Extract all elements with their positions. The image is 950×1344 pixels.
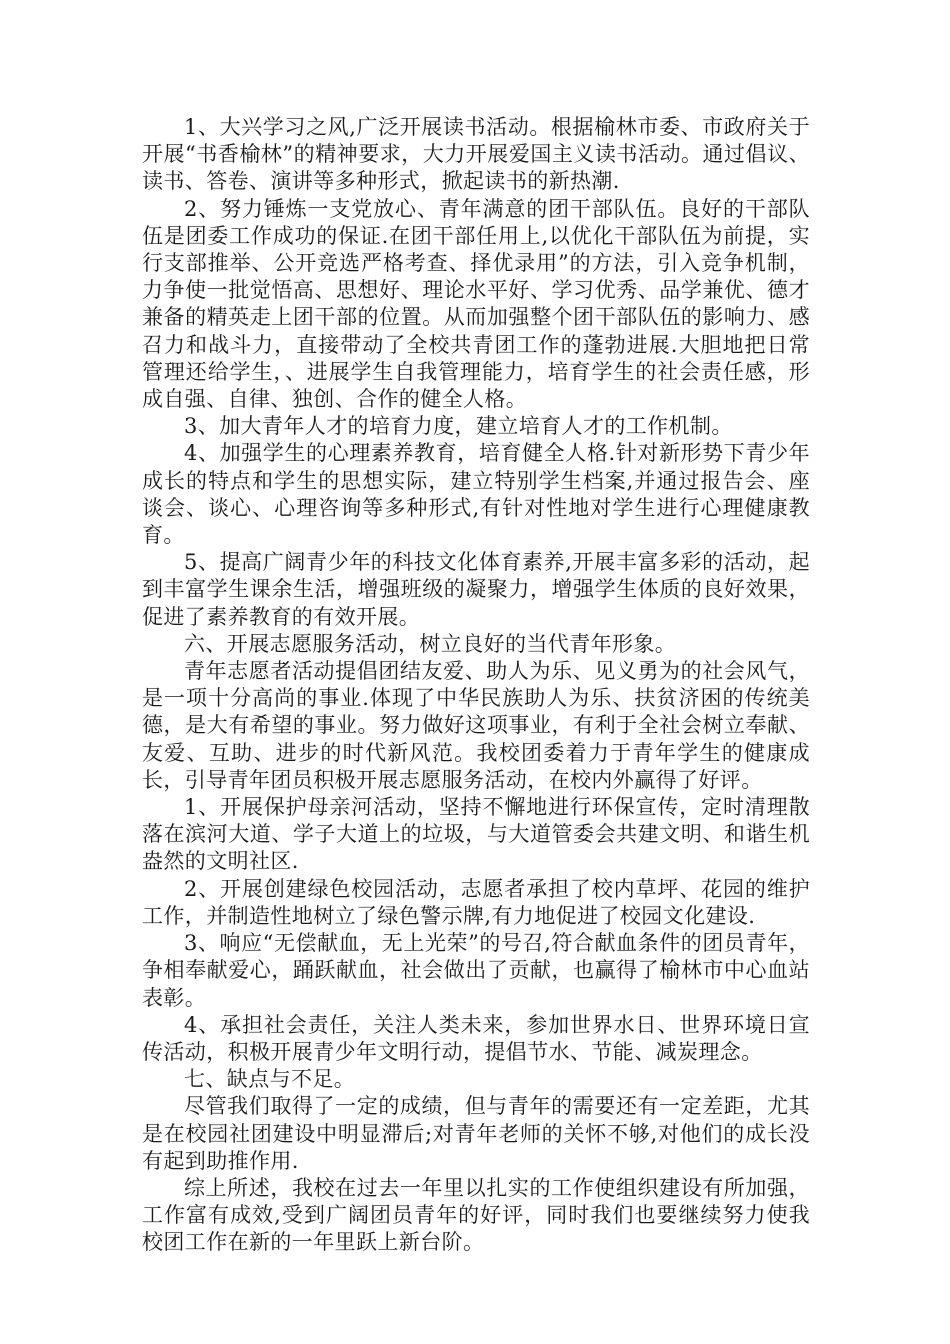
section-heading-shortcomings: 七、缺点与不足。 — [184, 1067, 356, 1092]
paragraph-reading-activities: 1、大兴学习之风,广泛开展读书活动。根据榆林市委、市政府关于开展“书香榆林”的精神要求，大力开展爱国主义读书活动。通过倡议、读书、答卷、演讲等多种形式，掀起读书的新热潮. — [142, 115, 810, 194]
paragraph-shortcomings: 尽管我们取得了一定的成绩，但与青年的需要还有一定差距，尤其是在校园社团建设中明显滞后;对青年老师的关怀不够,对他们的成长没有起到助推作用. — [142, 1094, 810, 1173]
paragraph-social-responsibility: 4、承担社会责任，关注人类未来，参加世界水日、世界环境日宣传活动，积极开展青少年文明行动，提倡节水、节能、减炭理念。 — [142, 1012, 810, 1064]
paragraph-green-campus: 2、开展创建绿色校园活动，志愿者承担了校内草坪、花园的维护工作，并制造性地树立了绿色警示牌,有力地促进了校园文化建设. — [142, 876, 810, 928]
paragraph-psychological-education: 4、加强学生的心理素养教育，培育健全人格.针对新形势下青少年成长的特点和学生的思想实际，建立特别学生档案,并通过报告会、座谈会、谈心、心理咨询等多种形式,有针对性地对学生进行心理健康教育。 — [142, 441, 810, 548]
paragraph-cadre-team: 2、努力锤炼一支党放心、青年满意的团干部队伍。良好的干部队伍是团委工作成功的保证.在团干部任用上,以优化干部队伍为前提，实行支部推举、公开竞选严格考查、择优录用”的方法，引入竞争机制，力争使一批觉悟高、思想好、理论水平好、学习优秀、品学兼优、德才兼备的精英走上团干部的位置。从而加强整个团干部队伍的影响力、感召力和战斗力，直接带动了全校共青团工作的蓬勃进展.大胆地把日常管理还给学生，、进展学生自我管理能力，培育学生的社会责任感，形成自强、自律、独创、合作的健全人格。 — [142, 196, 810, 412]
paragraph-science-culture-sports: 5、提高广阔青少年的科技文化体育素养,开展丰富多彩的活动，起到丰富学生课余生活，增强班级的凝聚力，增强学生体质的良好效果，促进了素养教育的有效开展。 — [142, 550, 810, 629]
document-body — [142, 114, 810, 1257]
paragraph-conclusion: 综上所述，我校在过去一年里以扎实的工作使组织建设有所加强，工作富有成效,受到广阔团员青年的好评，同时我们也要继续努力使我校团工作在新的一年里跃上新台阶。 — [142, 1175, 810, 1255]
paragraph-talent-training: 3、加大青年人才的培育力度，建立培育人才的工作机制。 — [184, 414, 733, 439]
paragraph-blood-donation: 3、响应“无偿献血，无上光荣”的号召,符合献血条件的团员青年，争相奉献爱心，踊跃献血，社会做出了贡献，也赢得了榆林市中心血站表彰。 — [142, 931, 810, 1010]
paragraph-volunteer-intro: 青年志愿者活动提倡团结友爱、助人为乐、见义勇为的社会风气，是一项十分高尚的事业.体现了中华民族助人为乐、扶贫济困的传统美德，是大有希望的事业。努力做好这项事业，有利于全社会树立奉献、友爱、互助、进步的时代新风范。我校团委着力于青年学生的健康成长，引导青年团员积极开展志愿服务活动，在校内外赢得了好评。 — [142, 659, 810, 792]
section-heading-volunteer-service: 六、开展志愿服务活动，树立良好的当代青年形象。 — [184, 631, 677, 656]
paragraph-mother-river: 1、开展保护母亲河活动，坚持不懈地进行环保宣传，定时清理散落在滨河大道、学子大道上的垃圾，与大道管委会共建文明、和谐生机盎然的文明社区. — [142, 795, 810, 874]
